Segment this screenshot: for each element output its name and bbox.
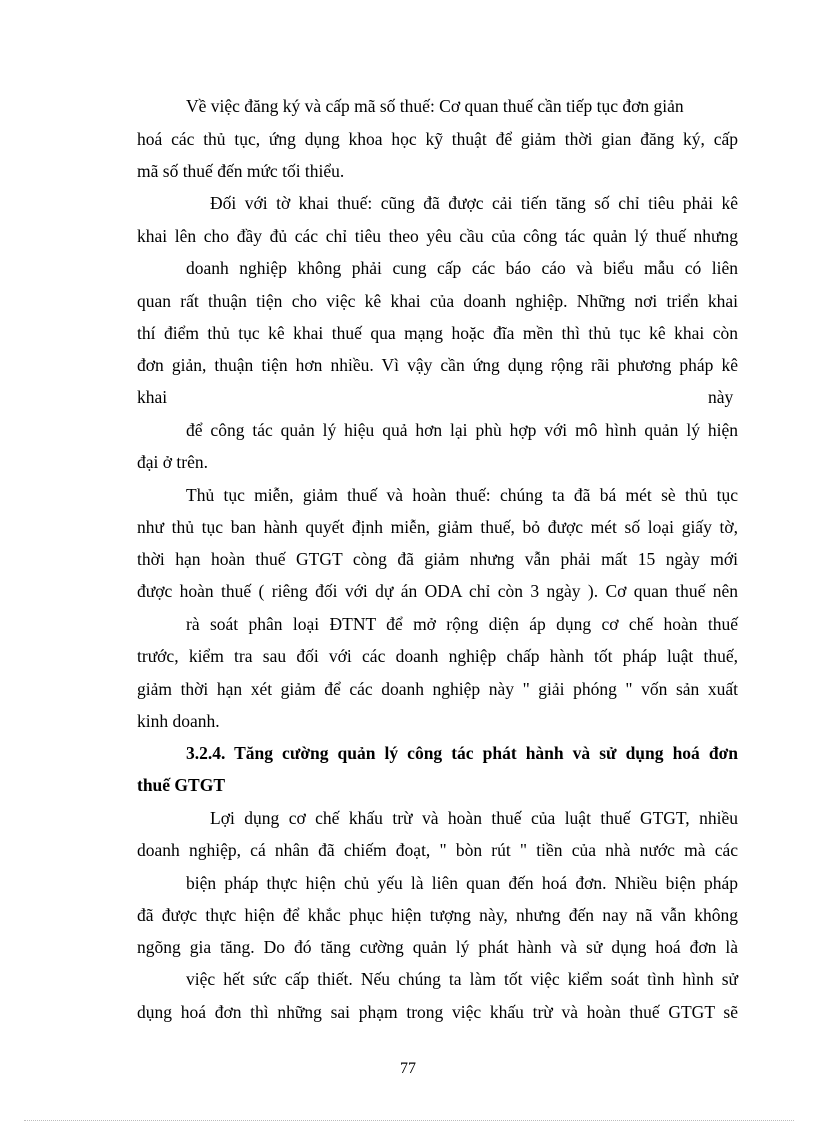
text-line: kinh doanh.: [137, 711, 220, 731]
text-line: trước, kiểm tra sau đối với các doanh nghiệp chấp hành tốt pháp luật thuế,: [137, 646, 738, 666]
text-line: ngõng gia tăng. Do đó tăng cường quản lý phát hành và sử dụng hoá đơn là: [137, 937, 738, 957]
text-line: Về việc đăng ký và cấp mã số thuế: Cơ quan thuế cần tiếp tục đơn giản: [186, 96, 684, 116]
text-line: để công tác quản lý hiệu quả hơn lại phù hợp với mô hình quản lý hiện: [186, 420, 738, 440]
text-line: doanh nghiệp, cá nhân đã chiếm đoạt, " bòn rút " tiền của nhà nước mà các: [137, 840, 738, 860]
text-line: giảm thời hạn xét giảm để các doanh nghiệp này " giải phóng " vốn sản xuất: [137, 679, 738, 699]
text-line: quan rất thuận tiện cho việc kê khai của doanh nghiệp. Những nơi triển khai: [137, 291, 738, 311]
page-bottom-divider: [24, 1120, 794, 1121]
text-line: mã số thuế đến mức tối thiểu.: [137, 161, 345, 181]
text-line: dụng hoá đơn thì những sai phạm trong việc khấu trừ và hoàn thuế GTGT sẽ: [137, 1002, 738, 1022]
text-line: như thủ tục ban hành quyết định miễn, giảm thuế, bỏ được mét số loại giấy tờ,: [137, 517, 738, 537]
text-line: này: [708, 387, 734, 407]
text-line: Lợi dụng cơ chế khấu trừ và hoàn thuế của luật thuế GTGT, nhiều: [210, 808, 738, 828]
text-line: Đối với tờ khai thuế: cũng đã được cải tiến tăng số chỉ tiêu phải kê: [210, 193, 738, 213]
text-line: hoá các thủ tục, ứng dụng khoa học kỹ thuật để giảm thời gian đăng ký, cấp: [137, 129, 738, 149]
text-line: doanh nghiệp không phải cung cấp các báo cáo và biểu mẫu có liên: [186, 258, 738, 278]
text-line: Thủ tục miễn, giảm thuế và hoàn thuế: chúng ta đã bá mét sè thủ tục: [186, 485, 738, 505]
text-line: rà soát phân loại ĐTNT để mở rộng diện áp dụng cơ chế hoàn thuế: [186, 614, 738, 634]
text-line: khai lên cho đầy đủ các chỉ tiêu theo yêu cầu của công tác quản lý thuế nhưng: [137, 226, 738, 246]
section-heading: 3.2.4. Tăng cường quản lý công tác phát hành và sử dụng hoá đơn: [186, 743, 738, 763]
text-line: biện pháp thực hiện chủ yếu là liên quan đến hoá đơn. Nhiều biện pháp: [186, 873, 738, 893]
text-line: việc hết sức cấp thiết. Nếu chúng ta làm tốt việc kiểm soát tình hình sử: [186, 969, 738, 989]
text-line: đại ở trên.: [137, 452, 208, 472]
text-line: đơn giản, thuận tiện hơn nhiều. Vì vậy cần ứng dụng rộng rãi phương pháp kê: [137, 355, 738, 375]
text-line: thời hạn hoàn thuế GTGT còng đã giảm nhưng vẫn phải mất 15 ngày mới: [137, 549, 738, 569]
text-line: đã được thực hiện để khắc phục hiện tượng này, nhưng đến nay nã vẫn không: [137, 905, 738, 925]
section-heading: thuế GTGT: [137, 775, 226, 795]
page-number: 77: [400, 1060, 416, 1077]
text-line: được hoàn thuế ( riêng đối với dự án ODA chỉ còn 3 ngày ). Cơ quan thuế nên: [137, 581, 738, 601]
text-line: khai: [137, 387, 168, 407]
text-line: thí điểm thủ tục kê khai thuế qua mạng hoặc đĩa mền thì thủ tục kê khai còn: [137, 323, 738, 343]
